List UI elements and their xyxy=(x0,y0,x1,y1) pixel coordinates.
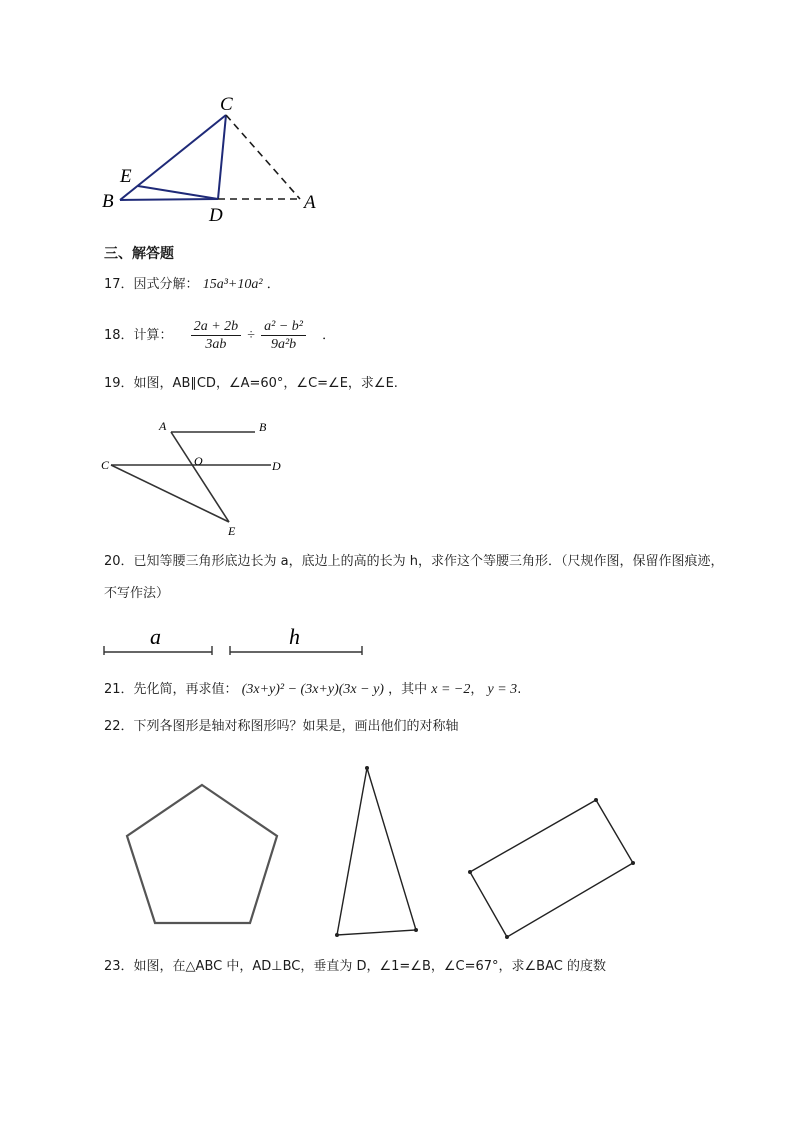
dashed-CA xyxy=(226,115,300,199)
given-segments-20 xyxy=(100,620,370,660)
vertex-dot xyxy=(414,928,418,932)
question-number: 22． xyxy=(104,719,134,734)
section-title: 三、解答题 xyxy=(104,246,174,262)
question-text: 如图，在△ABC 中，AD⊥BC，垂直为 D，∠1=∠B，∠C=67°，求∠BAC 的度数 xyxy=(133,959,606,974)
question-20-line-1 xyxy=(104,552,724,572)
y-value: y = 3 xyxy=(487,682,518,697)
vertex-dot xyxy=(505,935,509,939)
divide-sign: ÷ xyxy=(247,328,255,343)
vertex-dot xyxy=(468,870,472,874)
question-20-line-2 xyxy=(104,584,169,604)
segment-CD xyxy=(218,115,226,199)
triangle-figure-16 xyxy=(90,90,330,225)
segment-ED xyxy=(138,186,218,199)
question-23 xyxy=(104,957,606,977)
label-B: B xyxy=(259,420,267,434)
isosceles-triangle-shape xyxy=(337,768,416,935)
numerator: a² − b² xyxy=(261,318,306,336)
condition-text: ，其中 xyxy=(388,682,428,697)
question-text: 下列各图形是轴对称图形吗？如果是，画出他们的对称轴 xyxy=(133,719,459,734)
label-O: O xyxy=(194,454,203,468)
punctuation: ． xyxy=(322,328,336,343)
vertex-dot xyxy=(335,933,339,937)
label-E: E xyxy=(120,166,132,187)
segment-CB xyxy=(120,115,226,200)
question-text: 先化简，再求值： xyxy=(133,682,238,697)
question-17 xyxy=(104,275,280,295)
label-A: A xyxy=(159,419,167,433)
math-expression: 15a³+10a² xyxy=(202,277,263,292)
denominator: 9a²b xyxy=(270,337,297,352)
question-number: 21． xyxy=(104,682,134,697)
vertex-dot xyxy=(631,861,635,865)
label-E: E xyxy=(228,524,236,538)
question-18 xyxy=(104,318,335,353)
question-19 xyxy=(104,374,398,394)
question-21 xyxy=(104,680,521,700)
question-text: 如图，AB∥CD，∠A=60°，∠C=∠E，求∠E. xyxy=(133,376,398,391)
question-text: 因式分解： xyxy=(133,277,199,292)
question-text: 不写作法） xyxy=(104,586,170,601)
separator: ， xyxy=(470,682,484,697)
parallel-lines-figure-19 xyxy=(95,415,295,540)
pentagon-shape xyxy=(127,785,277,923)
question-text: 计算： xyxy=(133,328,173,343)
label-C: C xyxy=(101,458,110,472)
punctuation: ． xyxy=(266,277,280,292)
label-D: D xyxy=(209,205,223,225)
label-C: C xyxy=(220,94,233,115)
label-B: B xyxy=(102,191,114,212)
math-expression: (3x+y)² − (3x+y)(3x − y) xyxy=(241,682,384,697)
question-22 xyxy=(104,717,459,737)
x-value: x = −2 xyxy=(431,682,471,697)
question-number: 17． xyxy=(104,277,134,292)
segment-h-label: h xyxy=(289,624,300,649)
question-number: 19． xyxy=(104,376,134,391)
fraction-2 xyxy=(261,318,306,353)
segment-a-label: a xyxy=(150,624,161,649)
punctuation: . xyxy=(517,682,522,697)
question-number: 23． xyxy=(104,959,134,974)
vertex-dot xyxy=(365,766,369,770)
shapes-figure-22 xyxy=(110,755,650,950)
question-number: 18． xyxy=(104,328,134,343)
segment-BD xyxy=(120,199,218,200)
vertex-dot xyxy=(594,798,598,802)
label-D: D xyxy=(272,459,281,473)
rectangle-shape xyxy=(470,800,633,937)
denominator: 3ab xyxy=(205,337,227,352)
label-A: A xyxy=(304,192,316,213)
question-number: 20． xyxy=(104,554,134,569)
question-text: 已知等腰三角形底边长为 a，底边上的高的长为 h，求作这个等腰三角形．（尺规作图，保留作图痕迹， xyxy=(133,554,724,569)
numerator: 2a + 2b xyxy=(191,318,241,336)
fraction-1 xyxy=(191,318,241,353)
